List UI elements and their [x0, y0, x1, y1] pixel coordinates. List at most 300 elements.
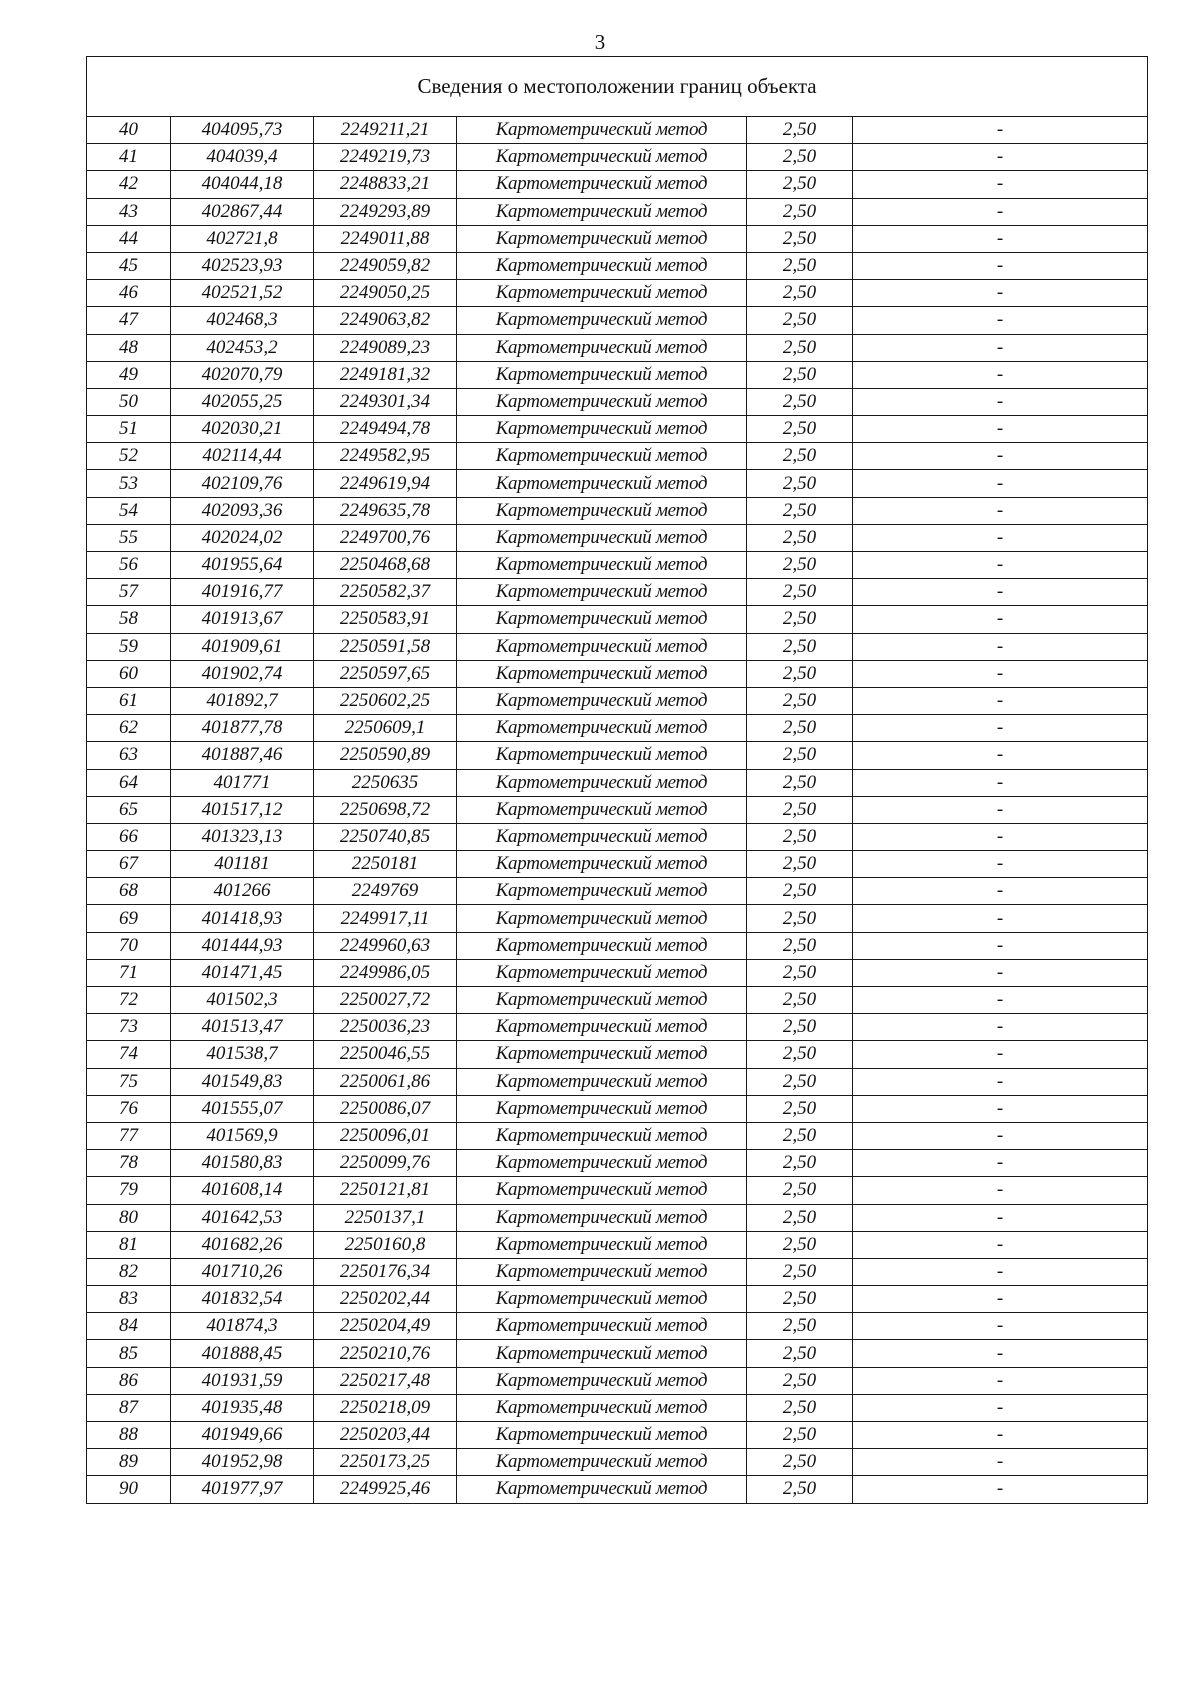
note-cell: -	[853, 1340, 1148, 1367]
note-cell: -	[853, 579, 1148, 606]
x-coordinate-cell: 401682,26	[171, 1231, 314, 1258]
table-row	[87, 1231, 1148, 1258]
page-number: 3	[594, 30, 606, 54]
x-coordinate-cell: 401877,78	[171, 715, 314, 742]
method-cell: Картометрический метод	[457, 117, 747, 144]
method-cell: Картометрический метод	[457, 470, 747, 497]
y-coordinate-cell: 2250036,23	[314, 1014, 457, 1041]
method-cell: Картометрический метод	[457, 1177, 747, 1204]
x-coordinate-cell: 401902,74	[171, 660, 314, 687]
y-coordinate-cell: 2249050,25	[314, 280, 457, 307]
note-cell: -	[853, 280, 1148, 307]
y-coordinate-cell: 2249211,21	[314, 117, 457, 144]
note-cell: -	[853, 1231, 1148, 1258]
table-row	[87, 361, 1148, 388]
method-cell: Картометрический метод	[457, 1122, 747, 1149]
table-row	[87, 660, 1148, 687]
table-row	[87, 1150, 1148, 1177]
point-number-cell: 83	[87, 1286, 171, 1313]
y-coordinate-cell: 2250217,48	[314, 1367, 457, 1394]
x-coordinate-cell: 401874,3	[171, 1313, 314, 1340]
accuracy-cell: 2,50	[747, 851, 853, 878]
accuracy-cell: 2,50	[747, 443, 853, 470]
accuracy-cell: 2,50	[747, 1394, 853, 1421]
table-row	[87, 1394, 1148, 1421]
point-number-cell: 69	[87, 905, 171, 932]
y-coordinate-cell: 2250061,86	[314, 1068, 457, 1095]
method-cell: Картометрический метод	[457, 1422, 747, 1449]
note-cell: -	[853, 416, 1148, 443]
y-coordinate-cell: 2250740,85	[314, 823, 457, 850]
note-cell: -	[853, 307, 1148, 334]
x-coordinate-cell: 401710,26	[171, 1258, 314, 1285]
y-coordinate-cell: 2249700,76	[314, 524, 457, 551]
x-coordinate-cell: 401538,7	[171, 1041, 314, 1068]
y-coordinate-cell: 2250210,76	[314, 1340, 457, 1367]
y-coordinate-cell: 2249063,82	[314, 307, 457, 334]
point-number-cell: 51	[87, 416, 171, 443]
point-number-cell: 88	[87, 1422, 171, 1449]
y-coordinate-cell: 2250698,72	[314, 796, 457, 823]
point-number-cell: 84	[87, 1313, 171, 1340]
x-coordinate-cell: 401323,13	[171, 823, 314, 850]
note-cell: -	[853, 252, 1148, 279]
method-cell: Картометрический метод	[457, 552, 747, 579]
point-number-cell: 59	[87, 633, 171, 660]
point-number-cell: 53	[87, 470, 171, 497]
point-number-cell: 71	[87, 959, 171, 986]
note-cell: -	[853, 524, 1148, 551]
x-coordinate-cell: 401832,54	[171, 1286, 314, 1313]
x-coordinate-cell: 401580,83	[171, 1150, 314, 1177]
table-row	[87, 851, 1148, 878]
table-row	[87, 524, 1148, 551]
accuracy-cell: 2,50	[747, 796, 853, 823]
point-number-cell: 52	[87, 443, 171, 470]
note-cell: -	[853, 1449, 1148, 1476]
table-row	[87, 1476, 1148, 1503]
point-number-cell: 73	[87, 1014, 171, 1041]
table-row	[87, 796, 1148, 823]
point-number-cell: 61	[87, 687, 171, 714]
point-number-cell: 89	[87, 1449, 171, 1476]
table-row	[87, 334, 1148, 361]
method-cell: Картометрический метод	[457, 280, 747, 307]
table-row	[87, 144, 1148, 171]
accuracy-cell: 2,50	[747, 524, 853, 551]
y-coordinate-cell: 2250635	[314, 769, 457, 796]
point-number-cell: 70	[87, 932, 171, 959]
note-cell: -	[853, 1286, 1148, 1313]
x-coordinate-cell: 401513,47	[171, 1014, 314, 1041]
method-cell: Картометрический метод	[457, 742, 747, 769]
y-coordinate-cell: 2249494,78	[314, 416, 457, 443]
point-number-cell: 67	[87, 851, 171, 878]
accuracy-cell: 2,50	[747, 1177, 853, 1204]
method-cell: Картометрический метод	[457, 579, 747, 606]
note-cell: -	[853, 687, 1148, 714]
method-cell: Картометрический метод	[457, 1340, 747, 1367]
method-cell: Картометрический метод	[457, 225, 747, 252]
x-coordinate-cell: 401502,3	[171, 987, 314, 1014]
y-coordinate-cell: 2249011,88	[314, 225, 457, 252]
note-cell: -	[853, 225, 1148, 252]
point-number-cell: 76	[87, 1095, 171, 1122]
point-number-cell: 66	[87, 823, 171, 850]
table-row	[87, 443, 1148, 470]
accuracy-cell: 2,50	[747, 579, 853, 606]
method-cell: Картометрический метод	[457, 687, 747, 714]
table-row	[87, 932, 1148, 959]
x-coordinate-cell: 401471,45	[171, 959, 314, 986]
accuracy-cell: 2,50	[747, 1014, 853, 1041]
y-coordinate-cell: 2249917,11	[314, 905, 457, 932]
method-cell: Картометрический метод	[457, 1231, 747, 1258]
note-cell: -	[853, 1204, 1148, 1231]
x-coordinate-cell: 401931,59	[171, 1367, 314, 1394]
table-row	[87, 388, 1148, 415]
note-cell: -	[853, 552, 1148, 579]
y-coordinate-cell: 2250204,49	[314, 1313, 457, 1340]
point-number-cell: 40	[87, 117, 171, 144]
accuracy-cell: 2,50	[747, 1041, 853, 1068]
table-row	[87, 769, 1148, 796]
method-cell: Картометрический метод	[457, 633, 747, 660]
table-title-row	[87, 57, 1148, 117]
x-coordinate-cell: 402024,02	[171, 524, 314, 551]
point-number-cell: 58	[87, 606, 171, 633]
y-coordinate-cell: 2250591,58	[314, 633, 457, 660]
y-coordinate-cell: 2249219,73	[314, 144, 457, 171]
table-row	[87, 225, 1148, 252]
x-coordinate-cell: 402523,93	[171, 252, 314, 279]
accuracy-cell: 2,50	[747, 1313, 853, 1340]
point-number-cell: 77	[87, 1122, 171, 1149]
method-cell: Картометрический метод	[457, 497, 747, 524]
accuracy-cell: 2,50	[747, 416, 853, 443]
y-coordinate-cell: 2250121,81	[314, 1177, 457, 1204]
method-cell: Картометрический метод	[457, 334, 747, 361]
table-row	[87, 1340, 1148, 1367]
table-row	[87, 633, 1148, 660]
point-number-cell: 50	[87, 388, 171, 415]
point-number-cell: 55	[87, 524, 171, 551]
accuracy-cell: 2,50	[747, 280, 853, 307]
x-coordinate-cell: 401642,53	[171, 1204, 314, 1231]
x-coordinate-cell: 401555,07	[171, 1095, 314, 1122]
point-number-cell: 68	[87, 878, 171, 905]
point-number-cell: 80	[87, 1204, 171, 1231]
method-cell: Картометрический метод	[457, 1150, 747, 1177]
note-cell: -	[853, 715, 1148, 742]
x-coordinate-cell: 404044,18	[171, 171, 314, 198]
x-coordinate-cell: 401549,83	[171, 1068, 314, 1095]
note-cell: -	[853, 334, 1148, 361]
point-number-cell: 65	[87, 796, 171, 823]
x-coordinate-cell: 402521,52	[171, 280, 314, 307]
point-number-cell: 87	[87, 1394, 171, 1421]
y-coordinate-cell: 2250096,01	[314, 1122, 457, 1149]
table-row	[87, 1068, 1148, 1095]
table-row	[87, 878, 1148, 905]
accuracy-cell: 2,50	[747, 878, 853, 905]
y-coordinate-cell: 2250203,44	[314, 1422, 457, 1449]
accuracy-cell: 2,50	[747, 1231, 853, 1258]
note-cell: -	[853, 1014, 1148, 1041]
accuracy-cell: 2,50	[747, 742, 853, 769]
method-cell: Картометрический метод	[457, 198, 747, 225]
x-coordinate-cell: 404039,4	[171, 144, 314, 171]
y-coordinate-cell: 2250202,44	[314, 1286, 457, 1313]
method-cell: Картометрический метод	[457, 1313, 747, 1340]
method-cell: Картометрический метод	[457, 144, 747, 171]
table-row	[87, 416, 1148, 443]
method-cell: Картометрический метод	[457, 1367, 747, 1394]
note-cell: -	[853, 171, 1148, 198]
point-number-cell: 43	[87, 198, 171, 225]
point-number-cell: 48	[87, 334, 171, 361]
method-cell: Картометрический метод	[457, 252, 747, 279]
y-coordinate-cell: 2250609,1	[314, 715, 457, 742]
method-cell: Картометрический метод	[457, 1204, 747, 1231]
point-number-cell: 45	[87, 252, 171, 279]
y-coordinate-cell: 2249635,78	[314, 497, 457, 524]
y-coordinate-cell: 2249986,05	[314, 959, 457, 986]
point-number-cell: 74	[87, 1041, 171, 1068]
y-coordinate-cell: 2250602,25	[314, 687, 457, 714]
note-cell: -	[853, 1177, 1148, 1204]
y-coordinate-cell: 2249301,34	[314, 388, 457, 415]
boundary-coordinates-table	[86, 56, 1148, 1504]
table-row	[87, 1449, 1148, 1476]
table-body	[87, 117, 1148, 1504]
method-cell: Картометрический метод	[457, 796, 747, 823]
accuracy-cell: 2,50	[747, 1422, 853, 1449]
accuracy-cell: 2,50	[747, 606, 853, 633]
x-coordinate-cell: 401887,46	[171, 742, 314, 769]
method-cell: Картометрический метод	[457, 443, 747, 470]
accuracy-cell: 2,50	[747, 823, 853, 850]
y-coordinate-cell: 2249181,32	[314, 361, 457, 388]
method-cell: Картометрический метод	[457, 307, 747, 334]
point-number-cell: 75	[87, 1068, 171, 1095]
x-coordinate-cell: 401955,64	[171, 552, 314, 579]
note-cell: -	[853, 144, 1148, 171]
table-row	[87, 606, 1148, 633]
accuracy-cell: 2,50	[747, 905, 853, 932]
method-cell: Картометрический метод	[457, 1041, 747, 1068]
x-coordinate-cell: 401888,45	[171, 1340, 314, 1367]
x-coordinate-cell: 402055,25	[171, 388, 314, 415]
y-coordinate-cell: 2250181	[314, 851, 457, 878]
point-number-cell: 54	[87, 497, 171, 524]
method-cell: Картометрический метод	[457, 932, 747, 959]
method-cell: Картометрический метод	[457, 1394, 747, 1421]
point-number-cell: 57	[87, 579, 171, 606]
x-coordinate-cell: 401181	[171, 851, 314, 878]
table-row	[87, 987, 1148, 1014]
accuracy-cell: 2,50	[747, 769, 853, 796]
note-cell: -	[853, 769, 1148, 796]
method-cell: Картометрический метод	[457, 1286, 747, 1313]
x-coordinate-cell: 401892,7	[171, 687, 314, 714]
x-coordinate-cell: 401913,67	[171, 606, 314, 633]
y-coordinate-cell: 2249925,46	[314, 1476, 457, 1503]
y-coordinate-cell: 2250176,34	[314, 1258, 457, 1285]
accuracy-cell: 2,50	[747, 497, 853, 524]
note-cell: -	[853, 1095, 1148, 1122]
note-cell: -	[853, 117, 1148, 144]
y-coordinate-cell: 2249619,94	[314, 470, 457, 497]
x-coordinate-cell: 404095,73	[171, 117, 314, 144]
x-coordinate-cell: 401418,93	[171, 905, 314, 932]
table-row	[87, 470, 1148, 497]
note-cell: -	[853, 959, 1148, 986]
note-cell: -	[853, 796, 1148, 823]
note-cell: -	[853, 443, 1148, 470]
point-number-cell: 79	[87, 1177, 171, 1204]
x-coordinate-cell: 402114,44	[171, 443, 314, 470]
method-cell: Картометрический метод	[457, 416, 747, 443]
method-cell: Картометрический метод	[457, 769, 747, 796]
y-coordinate-cell: 2249960,63	[314, 932, 457, 959]
accuracy-cell: 2,50	[747, 1068, 853, 1095]
y-coordinate-cell: 2250583,91	[314, 606, 457, 633]
accuracy-cell: 2,50	[747, 1204, 853, 1231]
note-cell: -	[853, 932, 1148, 959]
method-cell: Картометрический метод	[457, 715, 747, 742]
note-cell: -	[853, 878, 1148, 905]
point-number-cell: 72	[87, 987, 171, 1014]
accuracy-cell: 2,50	[747, 660, 853, 687]
method-cell: Картометрический метод	[457, 1258, 747, 1285]
note-cell: -	[853, 742, 1148, 769]
method-cell: Картометрический метод	[457, 524, 747, 551]
y-coordinate-cell: 2249582,95	[314, 443, 457, 470]
method-cell: Картометрический метод	[457, 851, 747, 878]
method-cell: Картометрический метод	[457, 660, 747, 687]
method-cell: Картометрический метод	[457, 905, 747, 932]
accuracy-cell: 2,50	[747, 552, 853, 579]
method-cell: Картометрический метод	[457, 823, 747, 850]
table-row	[87, 1258, 1148, 1285]
accuracy-cell: 2,50	[747, 307, 853, 334]
table-row	[87, 171, 1148, 198]
table-row	[87, 1095, 1148, 1122]
method-cell: Картометрический метод	[457, 1095, 747, 1122]
accuracy-cell: 2,50	[747, 1367, 853, 1394]
accuracy-cell: 2,50	[747, 144, 853, 171]
table-row	[87, 742, 1148, 769]
point-number-cell: 62	[87, 715, 171, 742]
table-row	[87, 1367, 1148, 1394]
point-number-cell: 60	[87, 660, 171, 687]
note-cell: -	[853, 1422, 1148, 1449]
note-cell: -	[853, 198, 1148, 225]
accuracy-cell: 2,50	[747, 198, 853, 225]
note-cell: -	[853, 1258, 1148, 1285]
note-cell: -	[853, 851, 1148, 878]
method-cell: Картометрический метод	[457, 361, 747, 388]
y-coordinate-cell: 2250173,25	[314, 1449, 457, 1476]
table-row	[87, 1204, 1148, 1231]
accuracy-cell: 2,50	[747, 959, 853, 986]
x-coordinate-cell: 402109,76	[171, 470, 314, 497]
note-cell: -	[853, 1150, 1148, 1177]
table-row	[87, 252, 1148, 279]
accuracy-cell: 2,50	[747, 1286, 853, 1313]
method-cell: Картометрический метод	[457, 1068, 747, 1095]
accuracy-cell: 2,50	[747, 687, 853, 714]
accuracy-cell: 2,50	[747, 633, 853, 660]
y-coordinate-cell: 2250160,8	[314, 1231, 457, 1258]
point-number-cell: 86	[87, 1367, 171, 1394]
y-coordinate-cell: 2249293,89	[314, 198, 457, 225]
accuracy-cell: 2,50	[747, 1258, 853, 1285]
note-cell: -	[853, 905, 1148, 932]
table-row	[87, 1286, 1148, 1313]
table-row	[87, 280, 1148, 307]
accuracy-cell: 2,50	[747, 117, 853, 144]
table-row	[87, 1122, 1148, 1149]
x-coordinate-cell: 402070,79	[171, 361, 314, 388]
table-row	[87, 1014, 1148, 1041]
note-cell: -	[853, 660, 1148, 687]
x-coordinate-cell: 402453,2	[171, 334, 314, 361]
note-cell: -	[853, 388, 1148, 415]
point-number-cell: 64	[87, 769, 171, 796]
method-cell: Картометрический метод	[457, 1476, 747, 1503]
accuracy-cell: 2,50	[747, 225, 853, 252]
x-coordinate-cell: 401952,98	[171, 1449, 314, 1476]
x-coordinate-cell: 401444,93	[171, 932, 314, 959]
accuracy-cell: 2,50	[747, 1340, 853, 1367]
note-cell: -	[853, 361, 1148, 388]
table-row	[87, 1041, 1148, 1068]
y-coordinate-cell: 2248833,21	[314, 171, 457, 198]
accuracy-cell: 2,50	[747, 470, 853, 497]
accuracy-cell: 2,50	[747, 334, 853, 361]
x-coordinate-cell: 402030,21	[171, 416, 314, 443]
point-number-cell: 49	[87, 361, 171, 388]
accuracy-cell: 2,50	[747, 1449, 853, 1476]
point-number-cell: 46	[87, 280, 171, 307]
accuracy-cell: 2,50	[747, 361, 853, 388]
table-row	[87, 1422, 1148, 1449]
accuracy-cell: 2,50	[747, 171, 853, 198]
point-number-cell: 63	[87, 742, 171, 769]
table-row	[87, 117, 1148, 144]
method-cell: Картометрический метод	[457, 878, 747, 905]
x-coordinate-cell: 402867,44	[171, 198, 314, 225]
y-coordinate-cell: 2250218,09	[314, 1394, 457, 1421]
x-coordinate-cell: 401977,97	[171, 1476, 314, 1503]
table-row	[87, 497, 1148, 524]
y-coordinate-cell: 2250590,89	[314, 742, 457, 769]
note-cell: -	[853, 1041, 1148, 1068]
accuracy-cell: 2,50	[747, 388, 853, 415]
accuracy-cell: 2,50	[747, 1122, 853, 1149]
table-row	[87, 198, 1148, 225]
accuracy-cell: 2,50	[747, 252, 853, 279]
accuracy-cell: 2,50	[747, 1476, 853, 1503]
method-cell: Картометрический метод	[457, 1014, 747, 1041]
method-cell: Картометрический метод	[457, 606, 747, 633]
note-cell: -	[853, 606, 1148, 633]
note-cell: -	[853, 1394, 1148, 1421]
note-cell: -	[853, 1476, 1148, 1503]
accuracy-cell: 2,50	[747, 987, 853, 1014]
